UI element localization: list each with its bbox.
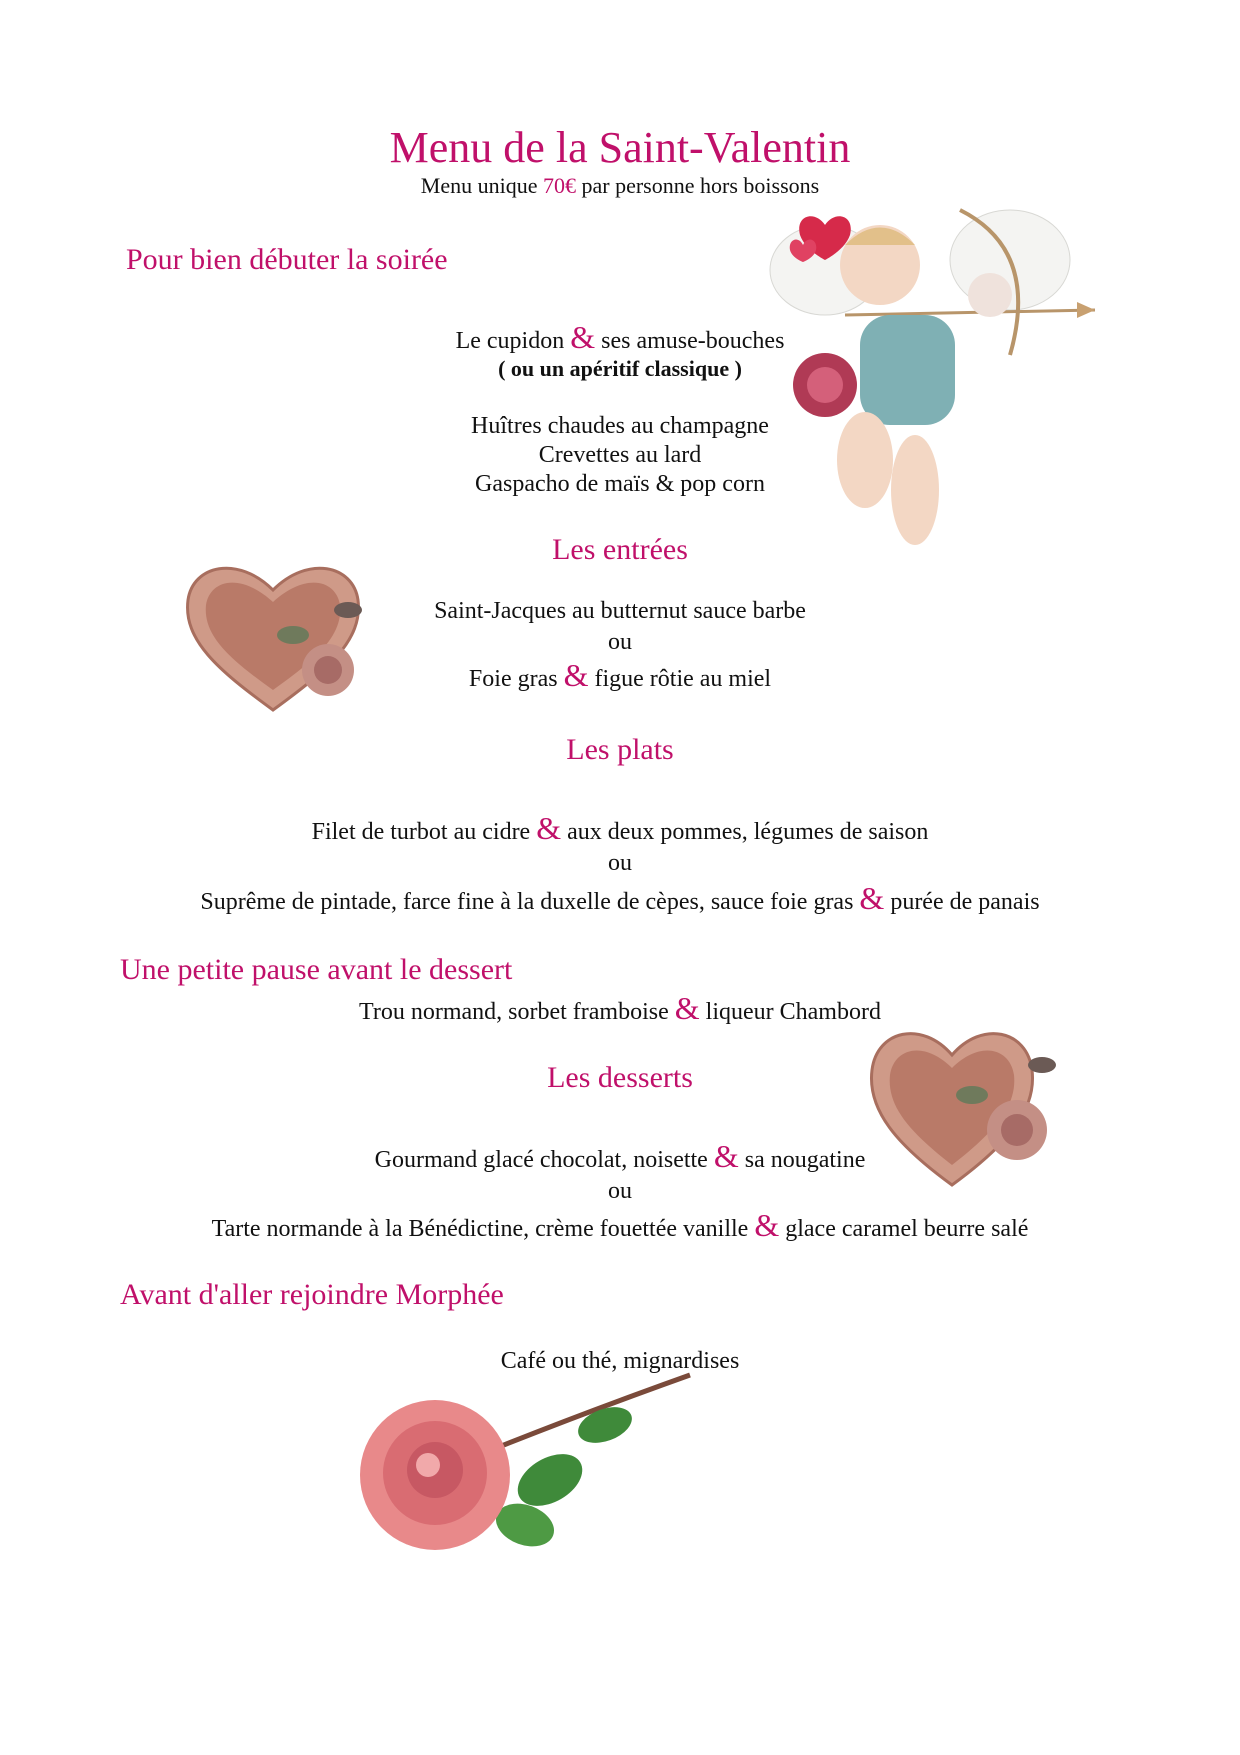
heart-rose-illustration	[178, 550, 368, 720]
text: purée de panais	[884, 889, 1040, 915]
plats-line-1	[0, 810, 1240, 847]
text: glace caramel beurre salé	[779, 1216, 1029, 1242]
desserts-line-2	[0, 1207, 1240, 1244]
text: Tarte normande à la Bénédictine, crème fouettée vanille	[211, 1216, 755, 1242]
ampersand: &	[536, 810, 562, 846]
ampersand: &	[674, 990, 700, 1026]
text: liqueur Chambord	[699, 999, 881, 1025]
ampersand: &	[859, 880, 885, 916]
page-title: Menu de la Saint-Valentin	[389, 123, 851, 172]
section-title-debut: Pour bien débuter la soirée	[126, 243, 448, 276]
rose-branch-illustration	[350, 1365, 720, 1580]
section-title-entrees: Les entrées	[552, 533, 688, 566]
heart-rose-illustration	[862, 1010, 1062, 1200]
text: figue rôtie au miel	[588, 666, 772, 692]
price: 70€	[543, 173, 576, 198]
plats-line-2	[0, 880, 1240, 917]
subtitle-text: Menu unique	[420, 173, 543, 198]
text: Suprême de pintade, farce fine à la duxelle de cèpes, sauce foie gras	[200, 889, 860, 915]
text: Filet de turbot au cidre	[311, 819, 537, 845]
text: Le cupidon	[455, 328, 571, 354]
subtitle-text-end: par personne hors boissons	[576, 173, 820, 198]
debut-line-3: Huîtres chaudes au champagne	[471, 413, 769, 439]
ampersand: &	[754, 1207, 780, 1243]
section-title-morphee: Avant d'aller rejoindre Morphée	[120, 1278, 504, 1311]
ampersand: &	[570, 319, 596, 355]
section-title-pause: Une petite pause avant le dessert	[120, 953, 513, 986]
text: sa nougatine	[738, 1147, 866, 1173]
text: Trou normand, sorbet framboise	[359, 999, 675, 1025]
section-title-desserts: Les desserts	[547, 1061, 693, 1094]
text: Gourmand glacé chocolat, noisette	[374, 1147, 714, 1173]
text: ses amuse-bouches	[595, 328, 785, 354]
debut-line-4: Crevettes au lard	[538, 442, 702, 468]
debut-line-2: ( ou un apéritif classique )	[498, 356, 742, 381]
entrees-ou: ou	[608, 629, 632, 655]
morphee-line-1: Café ou thé, mignardises	[500, 1348, 740, 1374]
ampersand: &	[563, 657, 589, 693]
debut-line-5: Gaspacho de maïs & pop corn	[475, 471, 765, 497]
text: Foie gras	[468, 666, 564, 692]
entrees-line-1: Saint-Jacques au butternut sauce barbe	[434, 598, 806, 624]
section-title-plats: Les plats	[566, 733, 674, 766]
plats-ou: ou	[608, 850, 632, 876]
desserts-ou: ou	[608, 1178, 632, 1204]
cupid-illustration	[765, 190, 1100, 570]
text: aux deux pommes, légumes de saison	[561, 819, 929, 845]
ampersand: &	[713, 1138, 739, 1174]
